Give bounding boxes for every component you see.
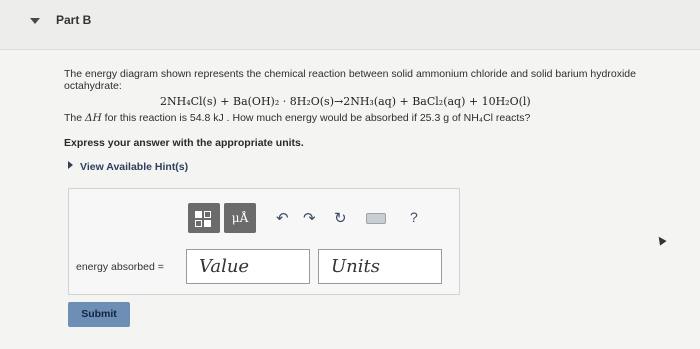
question-text: The energy diagram shown represents the chemical reaction between solid ammonium chloride and solid barium hydroxide octahydrate: xyxy=(64,68,636,92)
units-symbol-button[interactable]: μÅ xyxy=(224,203,256,233)
hints-label: View Available Hint(s) xyxy=(80,161,189,173)
keyboard-icon[interactable] xyxy=(366,213,386,224)
part-title: Part B xyxy=(56,13,92,27)
energy-absorbed-label: energy absorbed = xyxy=(76,261,164,273)
hint-caret-icon xyxy=(68,161,73,169)
view-hints-link[interactable] xyxy=(68,161,188,173)
help-icon[interactable]: ? xyxy=(410,209,418,225)
value-input[interactable]: Value xyxy=(186,249,310,284)
delta-h-symbol: ΔH xyxy=(85,112,102,124)
template-square-icon xyxy=(195,220,202,227)
reaction-equation: 2NH₄Cl(s) + Ba(OH)₂ · 8H₂O(s)→2NH₃(aq) + BaCl₂(aq) + 10H₂O(l) xyxy=(160,95,531,108)
template-square-icon xyxy=(204,211,211,218)
delta-h-prefix: The xyxy=(64,112,86,124)
undo-icon[interactable]: ↶ xyxy=(276,210,289,227)
mouse-cursor-icon xyxy=(655,234,666,245)
part-header[interactable] xyxy=(0,0,700,50)
redo-icon[interactable]: ↷ xyxy=(303,210,316,227)
reset-icon[interactable]: ↻ xyxy=(334,210,347,227)
template-square-icon xyxy=(204,220,211,227)
answer-instruction: Express your answer with the appropriate units. xyxy=(64,137,304,149)
units-input[interactable]: Units xyxy=(318,249,442,284)
submit-button[interactable]: Submit xyxy=(68,302,130,327)
delta-h-text: for this reaction is 54.8 kJ . How much energy would be absorbed if 25.3 g of NH₄Cl reacts? xyxy=(101,112,531,124)
template-square-icon xyxy=(195,211,202,218)
collapse-caret-icon[interactable] xyxy=(30,18,40,24)
delta-h-statement xyxy=(64,112,684,124)
templates-button[interactable] xyxy=(188,203,220,233)
